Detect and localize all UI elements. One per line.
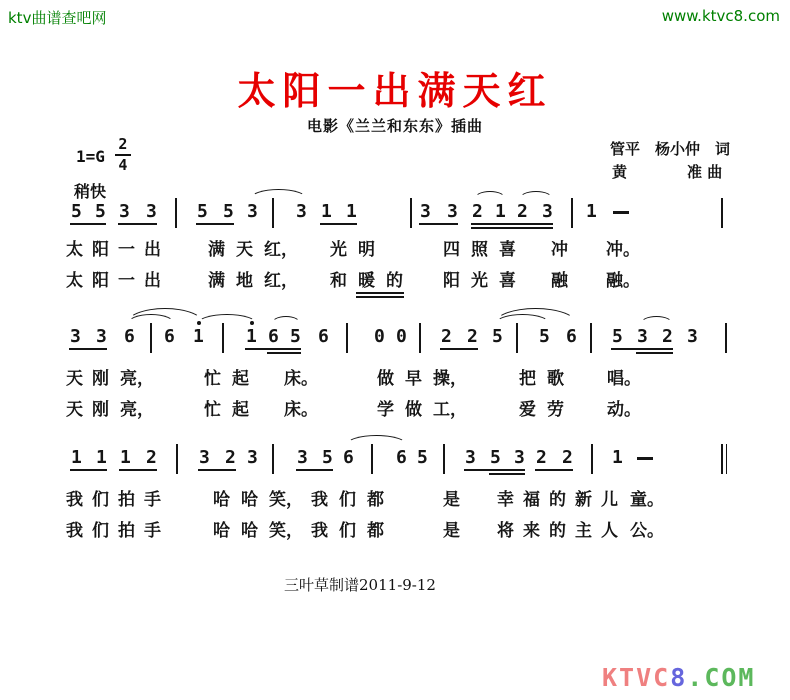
barline bbox=[443, 444, 445, 474]
lyric-char: 做 bbox=[377, 369, 394, 389]
lyric-char: 亮， bbox=[120, 369, 154, 389]
note-digit: 5 bbox=[417, 447, 428, 468]
slur-arc bbox=[126, 308, 204, 324]
lyric-char: 天 bbox=[236, 240, 253, 260]
lyric-char: 哈 bbox=[213, 490, 230, 510]
lyric-char: 将 bbox=[497, 521, 514, 541]
slur-arc bbox=[474, 191, 506, 199]
note-digit: 1 bbox=[71, 447, 82, 468]
note-digit: 3 bbox=[514, 447, 525, 468]
slur-arc bbox=[519, 191, 553, 199]
note-digit: 1 bbox=[495, 201, 506, 222]
note-digit: 3 bbox=[420, 201, 431, 222]
beam-underline bbox=[196, 223, 234, 225]
note-digit: 6 bbox=[124, 326, 135, 347]
barline bbox=[150, 323, 152, 353]
site-url-link[interactable]: www.ktvc8.com bbox=[661, 7, 780, 25]
lyric-char: 拍 bbox=[118, 490, 135, 510]
note-digit: 6 bbox=[268, 326, 279, 347]
note-digit: 5 bbox=[492, 326, 503, 347]
slur-arc bbox=[346, 435, 407, 445]
lyric-underline bbox=[356, 296, 404, 298]
lyric-char: 早 bbox=[405, 369, 422, 389]
note-digit: 1 bbox=[586, 201, 597, 222]
note-digit: 2 bbox=[441, 326, 452, 347]
lyric-char: 操， bbox=[433, 369, 467, 389]
lyric-char: 刚 bbox=[92, 369, 109, 389]
beam-underline bbox=[440, 348, 478, 350]
note-digit: 3 bbox=[637, 326, 648, 347]
note-digit: 1 bbox=[321, 201, 332, 222]
transcriber-credit: 三叶草制谱2011-9-12 bbox=[284, 576, 436, 594]
note-digit: 5 bbox=[95, 201, 106, 222]
lyric-char: 忙 bbox=[204, 400, 221, 420]
lyric-char: 忙 bbox=[204, 369, 221, 389]
note-digit: 2 bbox=[536, 447, 547, 468]
note-digit: 6 bbox=[396, 447, 407, 468]
lyric-char: 喜 bbox=[499, 271, 516, 291]
beam-underline bbox=[419, 223, 458, 225]
lyric-char: 一 bbox=[118, 271, 135, 291]
beam-underline bbox=[119, 469, 157, 471]
lyric-char: 和 bbox=[330, 271, 347, 291]
lyric-char: 哈 bbox=[213, 521, 230, 541]
tempo-marking: 稍快 bbox=[74, 182, 107, 201]
lyric-char: 床。 bbox=[284, 369, 318, 389]
lyric-char: 是 bbox=[443, 490, 460, 510]
note-digit: 2 bbox=[467, 326, 478, 347]
lyric-char: 手 bbox=[144, 521, 161, 541]
lyric-char: 阳 bbox=[92, 271, 109, 291]
lyric-char: 太 bbox=[66, 240, 83, 260]
beam-underline bbox=[267, 352, 301, 354]
beam-underline bbox=[464, 469, 525, 471]
lyric-char: 儿 bbox=[601, 490, 618, 510]
barline bbox=[175, 198, 177, 228]
note-digit: 3 bbox=[297, 447, 308, 468]
lyric-char: 拍 bbox=[118, 521, 135, 541]
note-digit: 3 bbox=[70, 326, 81, 347]
note-digit: 6 bbox=[343, 447, 354, 468]
note-digit: 1 bbox=[120, 447, 131, 468]
note-digit: 1 bbox=[612, 447, 623, 468]
slur-arc bbox=[640, 316, 673, 324]
watermark-part-ktvc: KTVC bbox=[602, 663, 671, 692]
lyric-char: 冲。 bbox=[606, 240, 640, 260]
lyric-char: 出 bbox=[144, 240, 161, 260]
note-digit: 0 bbox=[374, 326, 385, 347]
lyric-char: 们 bbox=[339, 490, 356, 510]
note-digit: 3 bbox=[687, 326, 698, 347]
note-digit: 3 bbox=[447, 201, 458, 222]
note-digit: 1 bbox=[193, 326, 204, 347]
note-digit: 0 bbox=[396, 326, 407, 347]
note-digit: 3 bbox=[296, 201, 307, 222]
note-digit: 1 bbox=[346, 201, 357, 222]
lyric-char: 太 bbox=[66, 271, 83, 291]
lyric-char: 唱。 bbox=[607, 369, 641, 389]
lyric-char: 是 bbox=[443, 521, 460, 541]
note-digit: 1 bbox=[246, 326, 257, 347]
beam-underline bbox=[535, 469, 573, 471]
note-digit: 3 bbox=[247, 447, 258, 468]
lyric-char: 的 bbox=[386, 271, 403, 291]
song-subtitle: 电影《兰兰和东东》插曲 bbox=[306, 117, 483, 135]
lyric-char: 的 bbox=[549, 490, 566, 510]
lyric-char: 我 bbox=[311, 521, 328, 541]
lyric-char: 歌 bbox=[547, 369, 564, 389]
duration-dash bbox=[637, 457, 653, 460]
watermark-part-com: .COM bbox=[687, 663, 756, 692]
barline bbox=[272, 198, 274, 228]
lyricist-credit: 管平 杨小仲 词 bbox=[610, 140, 731, 158]
lyric-char: 都 bbox=[367, 521, 384, 541]
lyric-char: 四 bbox=[443, 240, 460, 260]
lyric-char: 幸 bbox=[497, 490, 514, 510]
lyric-char: 起 bbox=[232, 400, 249, 420]
lyric-char: 明 bbox=[358, 240, 375, 260]
note-digit: 3 bbox=[146, 201, 157, 222]
lyric-char: 主 bbox=[575, 521, 592, 541]
lyric-char: 公。 bbox=[630, 521, 664, 541]
lyric-char: 天 bbox=[66, 369, 83, 389]
lyric-char: 新 bbox=[575, 490, 592, 510]
lyric-char: 起 bbox=[232, 369, 249, 389]
beam-underline bbox=[489, 473, 525, 475]
note-digit: 6 bbox=[566, 326, 577, 347]
lyric-char: 们 bbox=[92, 521, 109, 541]
lyric-char: 都 bbox=[367, 490, 384, 510]
note-digit: 2 bbox=[562, 447, 573, 468]
lyric-char: 红， bbox=[264, 271, 298, 291]
key-label: 1=G bbox=[76, 147, 105, 166]
barline bbox=[222, 323, 224, 353]
lyric-char: 光 bbox=[330, 240, 347, 260]
lyric-char: 动。 bbox=[607, 400, 641, 420]
note-digit: 2 bbox=[225, 447, 236, 468]
note-digit: 5 bbox=[539, 326, 550, 347]
slur-arc bbox=[197, 314, 257, 324]
lyric-char: 满 bbox=[208, 240, 225, 260]
lyric-char: 天 bbox=[66, 400, 83, 420]
lyric-char: 福 bbox=[523, 490, 540, 510]
beam-underline bbox=[471, 223, 553, 225]
note-digit: 5 bbox=[322, 447, 333, 468]
barline bbox=[571, 198, 573, 228]
lyric-char: 劳 bbox=[547, 400, 564, 420]
final-barline bbox=[721, 444, 723, 474]
composer-credit: 黄 准 曲 bbox=[612, 163, 723, 181]
lyric-char: 哈 bbox=[241, 521, 258, 541]
lyric-char: 的 bbox=[549, 521, 566, 541]
lyric-char: 地 bbox=[236, 271, 253, 291]
slur-arc bbox=[250, 189, 307, 199]
lyric-char: 工， bbox=[433, 400, 467, 420]
lyric-char: 阳 bbox=[92, 240, 109, 260]
final-barline bbox=[726, 444, 728, 474]
barline bbox=[346, 323, 348, 353]
watermark-part-8: 8 bbox=[670, 663, 688, 692]
lyric-char: 暖 bbox=[358, 271, 375, 291]
meter-numerator: 2 bbox=[118, 135, 128, 153]
slur-arc bbox=[494, 308, 577, 324]
barline bbox=[725, 323, 727, 353]
lyric-char: 爱 bbox=[519, 400, 536, 420]
note-digit: 2 bbox=[517, 201, 528, 222]
watermark-link[interactable] bbox=[602, 663, 756, 692]
beam-underline bbox=[69, 348, 107, 350]
barline bbox=[410, 198, 412, 228]
barline bbox=[419, 323, 421, 353]
note-digit: 2 bbox=[662, 326, 673, 347]
barline bbox=[176, 444, 178, 474]
lyric-char: 照 bbox=[471, 240, 488, 260]
barline bbox=[371, 444, 373, 474]
lyric-char: 一 bbox=[118, 240, 135, 260]
beam-underline bbox=[320, 223, 357, 225]
note-digit: 5 bbox=[71, 201, 82, 222]
barline bbox=[721, 198, 723, 228]
lyric-underline bbox=[356, 292, 404, 294]
lyric-char: 来 bbox=[523, 521, 540, 541]
note-digit: 1 bbox=[96, 447, 107, 468]
note-digit: 3 bbox=[247, 201, 258, 222]
lyric-char: 融。 bbox=[606, 271, 640, 291]
lyric-char: 把 bbox=[519, 369, 536, 389]
lyric-char: 笑， bbox=[269, 521, 303, 541]
lyric-char: 做 bbox=[405, 400, 422, 420]
lyric-char: 光 bbox=[471, 271, 488, 291]
note-digit: 3 bbox=[96, 326, 107, 347]
barline bbox=[591, 444, 593, 474]
slur-arc bbox=[271, 316, 301, 324]
note-digit: 3 bbox=[542, 201, 553, 222]
note-digit: 5 bbox=[490, 447, 501, 468]
lyric-char: 学 bbox=[377, 400, 394, 420]
duration-dash bbox=[613, 211, 629, 214]
lyric-char: 我 bbox=[66, 490, 83, 510]
lyric-char: 亮， bbox=[120, 400, 154, 420]
site-name-link[interactable]: ktv曲谱查吧网 bbox=[8, 9, 107, 27]
barline bbox=[516, 323, 518, 353]
lyric-char: 我 bbox=[311, 490, 328, 510]
barline bbox=[590, 323, 592, 353]
note-digit: 2 bbox=[146, 447, 157, 468]
lyric-char: 哈 bbox=[241, 490, 258, 510]
note-digit: 6 bbox=[164, 326, 175, 347]
lyric-char: 们 bbox=[92, 490, 109, 510]
lyric-char: 满 bbox=[208, 271, 225, 291]
note-digit: 3 bbox=[199, 447, 210, 468]
note-digit: 5 bbox=[223, 201, 234, 222]
beam-underline bbox=[198, 469, 236, 471]
meter-denominator: 4 bbox=[118, 155, 128, 174]
beam-underline bbox=[70, 469, 107, 471]
lyric-char: 人 bbox=[601, 521, 618, 541]
lyric-char: 床。 bbox=[284, 400, 318, 420]
note-digit: 5 bbox=[612, 326, 623, 347]
note-digit: 5 bbox=[197, 201, 208, 222]
beam-underline bbox=[70, 223, 106, 225]
lyric-char: 冲 bbox=[551, 240, 568, 260]
beam-underline bbox=[471, 227, 553, 229]
note-digit: 2 bbox=[472, 201, 483, 222]
lyric-char: 融 bbox=[551, 271, 568, 291]
lyric-char: 出 bbox=[144, 271, 161, 291]
lyric-char: 阳 bbox=[443, 271, 460, 291]
lyric-char: 刚 bbox=[92, 400, 109, 420]
beam-underline bbox=[611, 348, 673, 350]
barline bbox=[272, 444, 274, 474]
beam-underline bbox=[118, 223, 157, 225]
lyric-char: 喜 bbox=[499, 240, 516, 260]
lyric-char: 童。 bbox=[630, 490, 664, 510]
beam-underline bbox=[296, 469, 333, 471]
note-digit: 5 bbox=[290, 326, 301, 347]
lyric-char: 笑， bbox=[269, 490, 303, 510]
lyric-char: 手 bbox=[144, 490, 161, 510]
lyric-char: 红， bbox=[264, 240, 298, 260]
beam-underline bbox=[636, 352, 673, 354]
note-digit: 6 bbox=[318, 326, 329, 347]
lyric-char: 我 bbox=[66, 521, 83, 541]
note-digit: 3 bbox=[465, 447, 476, 468]
song-title: 太阳一出满天红 bbox=[237, 68, 553, 113]
beam-underline bbox=[245, 348, 301, 350]
lyric-char: 们 bbox=[339, 521, 356, 541]
note-digit: 3 bbox=[119, 201, 130, 222]
